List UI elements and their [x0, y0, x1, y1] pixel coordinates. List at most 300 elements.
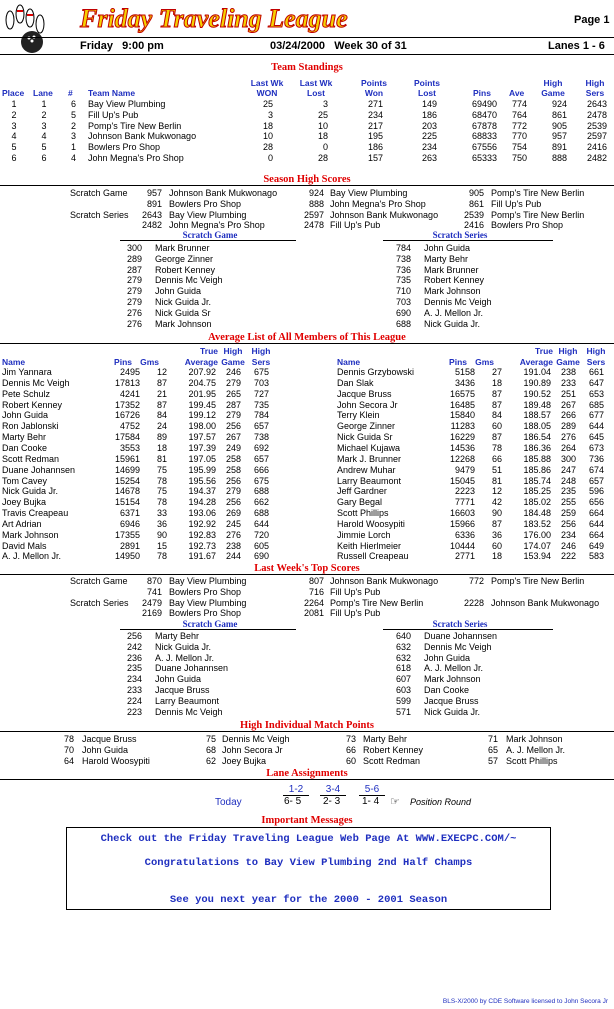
table-cell: 2539 — [586, 120, 607, 131]
bowler-name: Scott Redman — [2, 453, 60, 464]
table-cell: 770 — [511, 131, 527, 142]
column-header: True — [200, 346, 218, 356]
team-name: Johnson Bank Mukwonago — [491, 597, 600, 608]
team-name: Bowlers Pro Shop — [88, 142, 161, 153]
table-cell: 197.05 — [188, 453, 216, 464]
table-cell: 657 — [253, 421, 269, 432]
table-cell: 224 — [126, 695, 142, 706]
column-header: Gms — [140, 357, 159, 367]
table-cell: 9479 — [454, 464, 475, 475]
bowler-name: Larry Beaumont — [155, 695, 220, 706]
table-cell: 87 — [491, 388, 502, 399]
table-cell: 153.94 — [523, 551, 551, 562]
table-cell: 2482 — [586, 153, 607, 163]
score-label: Scratch Series — [70, 209, 129, 220]
score-label: Scratch Game — [70, 576, 128, 586]
table-cell: 2 — [11, 109, 17, 120]
table-cell: 675 — [253, 367, 269, 377]
table-cell: 246 — [225, 367, 241, 377]
table-cell: 185.88 — [523, 453, 551, 464]
bowler-name: Mark Johnson — [424, 674, 481, 685]
table-cell: 248 — [560, 475, 576, 486]
table-cell: 3 — [70, 131, 76, 142]
table-cell: 33 — [156, 508, 167, 519]
table-cell: 233 — [560, 377, 576, 388]
team-name: Johnson Bank Mukwonago — [330, 576, 439, 586]
table-cell: 647 — [588, 377, 604, 388]
column-header: Sers — [251, 357, 271, 367]
bowler-name: Duane Johannsen — [424, 631, 498, 641]
bowler-name: Dennis Mc Veigh — [222, 734, 290, 744]
table-cell: 234 — [126, 674, 142, 685]
table-cell: 6 — [41, 153, 47, 163]
team-name: Pomp's Tire New Berlin — [330, 597, 424, 608]
table-cell: 57 — [487, 755, 498, 766]
bowler-name: Joey Bujka — [222, 755, 267, 766]
table-cell: 204.75 — [188, 377, 216, 388]
table-cell: 738 — [395, 253, 411, 264]
table-cell: 73 — [345, 734, 356, 744]
team-name: Bay View Plumbing — [169, 209, 247, 220]
column-header: Game — [556, 357, 580, 367]
table-cell: 245 — [225, 518, 241, 529]
table-cell: 89 — [156, 432, 167, 443]
table-cell: 861 — [468, 198, 484, 209]
bowler-name: Nick Guida Jr. — [2, 486, 59, 497]
table-cell: 2643 — [141, 209, 162, 220]
table-cell: 675 — [253, 475, 269, 486]
column-header: Name — [2, 357, 26, 367]
bowler-name: Robert Kenney — [2, 399, 63, 410]
table-cell: 17355 — [114, 529, 140, 540]
table-cell: 222 — [560, 551, 576, 562]
table-cell: 186.54 — [523, 432, 551, 443]
table-cell: 3 — [41, 120, 47, 131]
table-cell: 957 — [146, 188, 162, 198]
table-cell: 217 — [367, 120, 383, 131]
table-cell: 195.56 — [188, 475, 216, 486]
table-cell: 191.67 — [188, 551, 216, 562]
table-cell: 279 — [126, 297, 142, 307]
lane-assignments-title: Lane Assignments — [266, 768, 348, 779]
table-cell: 596 — [588, 486, 604, 497]
bowler-name: Dan Slak — [337, 377, 374, 388]
last-week-series-subtitle: Scratch Series — [432, 619, 488, 629]
table-cell: 191.04 — [523, 367, 551, 377]
table-cell: 784 — [395, 243, 411, 253]
column-header: High — [223, 346, 243, 356]
lane-assignments-table — [0, 784, 614, 810]
column-header: Game — [221, 357, 245, 367]
bowler-name: A. J. Mellon Jr. — [2, 551, 62, 562]
table-cell: 259 — [560, 508, 576, 519]
table-cell: 256 — [126, 631, 142, 641]
table-cell: 276 — [560, 432, 576, 443]
team-name: Fill Up's Pub — [330, 220, 381, 231]
table-cell: 750 — [511, 153, 527, 163]
bowler-name: Ron Jablonski — [2, 421, 59, 432]
table-cell: 605 — [253, 540, 269, 551]
bowler-name: Robert Kenney — [155, 264, 216, 275]
table-cell: 78 — [491, 442, 502, 453]
table-cell: 62 — [205, 755, 216, 766]
table-cell: 235 — [126, 663, 142, 674]
table-cell: 632 — [395, 641, 411, 652]
table-cell: 16575 — [449, 388, 475, 399]
season-high-title: Season High Scores — [263, 174, 351, 185]
table-cell: 603 — [395, 685, 411, 695]
team-name: John Megna's Pro Shop — [330, 198, 426, 209]
table-cell: 203 — [421, 120, 437, 131]
table-cell: 276 — [126, 318, 142, 329]
table-cell: 2495 — [119, 367, 140, 377]
table-cell: 60 — [345, 755, 356, 766]
table-cell: 774 — [511, 99, 527, 109]
bowler-name: Mark Johnson — [506, 734, 563, 744]
table-cell: 703 — [253, 377, 269, 388]
table-cell: 15840 — [449, 410, 475, 421]
table-cell: 84 — [156, 410, 167, 421]
bowler-name: Dennis Grzybowski — [337, 367, 415, 377]
bowler-name: Mark Johnson — [155, 318, 212, 329]
table-cell: 1 — [70, 142, 76, 153]
table-cell: 924 — [551, 99, 567, 109]
table-cell: 674 — [588, 464, 604, 475]
table-cell: 15154 — [114, 497, 140, 508]
table-cell: 18 — [491, 551, 502, 562]
bowler-name: John Secora Jr — [337, 399, 398, 410]
position-round-note: Position Round — [410, 797, 472, 807]
table-cell: 60 — [491, 540, 502, 551]
day-time: Friday 9:00 pm — [80, 40, 164, 52]
table-cell: 87 — [491, 399, 502, 410]
table-cell: 28 — [262, 142, 273, 153]
table-cell: 185.86 — [523, 464, 551, 475]
lane-header: 3-4 — [325, 784, 341, 795]
team-name: Pomp's Tire New Berlin — [491, 209, 585, 220]
team-name: Johnson Bank Mukwonago — [169, 188, 278, 198]
table-cell: 234 — [367, 109, 383, 120]
bowler-name: John Guida — [424, 243, 471, 253]
table-cell: 4 — [41, 131, 47, 142]
table-cell: 2479 — [141, 597, 162, 608]
bowler-name: Dennis Mc Veigh — [155, 275, 223, 286]
table-cell: 2 — [70, 120, 76, 131]
column-header: Average — [519, 357, 553, 367]
table-cell: 2 — [41, 109, 47, 120]
bowler-name: Michael Kujawa — [337, 442, 401, 453]
table-cell: 276 — [126, 307, 142, 318]
table-cell: 957 — [551, 131, 567, 142]
table-cell: 17584 — [114, 432, 140, 443]
bowler-name: George Zinner — [155, 253, 214, 264]
bowler-name: John Guida — [424, 652, 471, 663]
table-cell: 255 — [560, 497, 576, 508]
table-cell: 657 — [253, 453, 269, 464]
table-cell: 236 — [126, 652, 142, 663]
table-cell: 192.73 — [188, 540, 216, 551]
bowler-name: Nick Guida Sr — [337, 432, 393, 443]
table-cell: 1 — [41, 99, 47, 109]
team-name: Bay View Plumbing — [88, 99, 166, 109]
table-cell: 300 — [560, 453, 576, 464]
table-cell: 18 — [262, 120, 273, 131]
table-cell: 18 — [156, 442, 167, 453]
table-cell: 14536 — [449, 442, 475, 453]
table-cell: 81 — [491, 475, 502, 486]
table-cell: 75 — [156, 464, 167, 475]
table-cell: 4 — [70, 153, 76, 163]
bowler-name: Duane Johannsen — [2, 464, 76, 475]
table-cell: 662 — [253, 497, 269, 508]
table-cell: 266 — [560, 410, 576, 421]
table-cell: 656 — [588, 497, 604, 508]
table-cell: 66 — [491, 453, 502, 464]
table-cell: 736 — [588, 453, 604, 464]
bowler-name: Keith Hierlmeier — [337, 540, 402, 551]
table-cell: 42 — [491, 497, 502, 508]
table-cell: 15961 — [114, 453, 140, 464]
bowler-name: Larry Beaumont — [337, 475, 402, 486]
table-cell: 186 — [421, 109, 437, 120]
table-cell: 249 — [225, 442, 241, 453]
team-name: Bowlers Pro Shop — [169, 198, 242, 209]
team-name: Bay View Plumbing — [169, 597, 247, 608]
table-cell: 653 — [588, 388, 604, 399]
table-cell: 51 — [491, 464, 502, 475]
table-cell: 764 — [511, 109, 527, 120]
table-cell: 4 — [11, 131, 17, 142]
bowler-name: Marty Behr — [155, 631, 200, 641]
table-cell: 65 — [487, 744, 498, 755]
bowler-name: Harold Woosypiti — [82, 755, 150, 766]
table-cell: 6336 — [454, 529, 475, 540]
table-cell: 10 — [262, 131, 273, 142]
bowler-name: Dennis Mc Veigh — [2, 377, 70, 388]
table-cell: 2264 — [303, 597, 324, 608]
table-cell: 710 — [395, 286, 411, 297]
table-cell: 24 — [156, 421, 167, 432]
table-cell: 195 — [367, 131, 383, 142]
team-name: Bay View Plumbing — [330, 188, 408, 198]
team-name: Pomp's Tire New Berlin — [88, 120, 182, 131]
column-header: Pins — [449, 357, 467, 367]
table-cell: 3553 — [119, 442, 140, 453]
table-cell: 583 — [588, 551, 604, 562]
table-cell: 664 — [588, 529, 604, 540]
table-cell: 69490 — [471, 99, 497, 109]
team-name: John Megna's Pro Shop — [169, 220, 265, 231]
table-cell: 68833 — [471, 131, 497, 142]
table-cell: 690 — [395, 307, 411, 318]
table-cell: 2478 — [303, 220, 324, 231]
table-cell: 256 — [560, 518, 576, 529]
league-title: Friday Traveling League — [80, 4, 348, 33]
table-cell: 12 — [491, 486, 502, 497]
table-cell: 5 — [11, 142, 17, 153]
table-cell: 784 — [253, 410, 269, 421]
table-cell: 225 — [421, 131, 437, 142]
table-cell: 192.83 — [188, 529, 216, 540]
table-cell: 5 — [70, 109, 76, 120]
table-cell: 279 — [225, 486, 241, 497]
team-standings-header: Place Lane # Team Name Last Wk WON Last Wk Lost Points Won Points Lost Pins Ave High Game High Sers — [2, 78, 605, 98]
table-cell: 924 — [308, 188, 324, 198]
table-cell: 15045 — [449, 475, 475, 486]
table-cell: 223 — [126, 706, 142, 717]
table-cell: 14699 — [114, 464, 140, 475]
table-cell: 199.45 — [188, 399, 216, 410]
table-cell: 71 — [487, 734, 498, 744]
table-cell: 661 — [588, 367, 604, 377]
bowling-pins-logo — [2, 2, 52, 56]
table-cell: 754 — [511, 142, 527, 153]
table-cell: 16485 — [449, 399, 475, 410]
bowler-name: Nick Guida Jr. — [155, 297, 212, 307]
column-header: Pins — [114, 357, 132, 367]
team-name: Johnson Bank Mukwonago — [88, 131, 197, 142]
column-header: High — [586, 346, 606, 356]
table-cell: 644 — [588, 518, 604, 529]
table-cell: 16603 — [449, 508, 475, 519]
table-cell: 2081 — [303, 608, 324, 619]
lane-pair: 2- 3 — [323, 796, 341, 807]
bowler-name: Marty Behr — [2, 432, 47, 443]
table-cell: 14950 — [114, 551, 140, 562]
team-name: Pomp's Tire New Berlin — [491, 576, 585, 586]
bowler-name: Mark Johnson — [424, 286, 481, 297]
table-cell: 12268 — [449, 453, 475, 464]
table-cell: 673 — [588, 442, 604, 453]
table-cell: 267 — [560, 399, 576, 410]
table-cell: 279 — [225, 377, 241, 388]
table-cell: 17352 — [114, 399, 140, 410]
bowler-name: David Mals — [2, 540, 47, 551]
table-cell: 78 — [63, 734, 74, 744]
bowler-name: Marty Behr — [363, 734, 408, 744]
column-header: Sers — [586, 357, 606, 367]
lane-pair: 1- 4 — [362, 796, 380, 807]
table-cell: 68 — [205, 744, 216, 755]
bowler-name: Russell Creapeau — [337, 551, 409, 562]
bowler-name: Dennis Mc Veigh — [424, 641, 492, 652]
table-cell: 300 — [126, 243, 142, 253]
table-cell: 199.12 — [188, 410, 216, 421]
table-cell: 90 — [491, 508, 502, 519]
table-cell: 84 — [491, 410, 502, 421]
bowler-name: Harold Woosypiti — [337, 518, 405, 529]
table-cell: 75 — [205, 734, 216, 744]
table-cell: 25 — [262, 99, 273, 109]
table-cell: 256 — [225, 421, 241, 432]
table-cell: 657 — [588, 475, 604, 486]
table-cell: 279 — [126, 286, 142, 297]
message-line: Check out the Friday Traveling League Web Page At WWW.EXECPC.COM/~ — [100, 833, 517, 845]
last-week-game-subtitle: Scratch Game — [182, 619, 238, 629]
table-cell: 60 — [491, 421, 502, 432]
table-cell: 188.57 — [523, 410, 551, 421]
table-cell: 87 — [156, 377, 167, 388]
table-cell: 11283 — [450, 421, 475, 432]
footer-credit: BLS-X/2000 by CDE Software licensed to John Secora Jr — [442, 998, 608, 1005]
bowler-name: Robert Kenney — [363, 744, 424, 755]
table-cell: 6946 — [119, 518, 140, 529]
message-line: See you next year for the 2000 - 2001 Season — [169, 894, 448, 906]
table-cell: 238 — [225, 540, 241, 551]
table-cell: 571 — [395, 706, 411, 717]
table-cell: 183.52 — [523, 518, 551, 529]
bowler-name: A. J. Mellon Jr. — [424, 307, 484, 318]
table-cell: 870 — [146, 576, 162, 586]
bowler-name: Art Adrian — [2, 518, 42, 529]
bowler-name: Jacque Bruss — [155, 685, 210, 695]
table-cell: 188.05 — [523, 421, 551, 432]
bowler-name: Dan Cooke — [2, 442, 48, 453]
table-cell: 276 — [225, 529, 241, 540]
bowler-name: John Secora Jr — [222, 744, 283, 755]
table-cell: 688 — [395, 318, 411, 329]
table-cell: 289 — [560, 421, 576, 432]
table-cell: 78 — [156, 497, 167, 508]
table-cell: 741 — [146, 586, 162, 597]
table-cell: 238 — [560, 367, 576, 377]
table-cell: 2643 — [586, 99, 607, 109]
column-header: Name — [337, 357, 361, 367]
table-cell: 87 — [156, 399, 167, 410]
match-points-title: High Individual Match Points — [240, 720, 374, 731]
bowler-name: Mark Johnson — [2, 529, 59, 540]
table-cell: 186.36 — [523, 442, 551, 453]
table-cell: 193.06 — [188, 508, 216, 519]
table-cell: 207.92 — [188, 367, 216, 377]
bowler-name: Nick Guida Sr — [155, 307, 211, 318]
team-name: Bay View Plumbing — [169, 576, 247, 586]
table-cell: 192.92 — [188, 518, 216, 529]
table-cell: 15254 — [114, 475, 140, 486]
bowler-name: Jim Yannara — [2, 367, 52, 377]
bowler-name: A. J. Mellon Jr. — [506, 744, 566, 755]
column-header: Average — [184, 357, 218, 367]
bowler-name: Nick Guida Jr. — [155, 641, 212, 652]
bowler-name: Travis Creapeau — [2, 508, 69, 519]
table-cell: 888 — [308, 198, 324, 209]
table-cell: 279 — [225, 410, 241, 421]
average-list-header — [0, 346, 614, 368]
message-line: Congratulations to Bay View Plumbing 2nd Half Champs — [144, 857, 473, 869]
table-cell: 0 — [322, 142, 328, 153]
table-cell: 2482 — [141, 220, 162, 231]
table-cell: 645 — [588, 432, 604, 443]
table-cell: 607 — [395, 674, 411, 685]
table-cell: 87 — [491, 518, 502, 529]
date-week: 03/24/2000 Week 30 of 31 — [270, 40, 407, 52]
team-name: Fill Up's Pub — [88, 109, 139, 120]
table-cell: 6371 — [119, 508, 140, 519]
table-cell: 2223 — [454, 486, 475, 497]
bowler-name: John Guida — [155, 286, 202, 297]
table-cell: 677 — [588, 410, 604, 421]
table-cell: 157 — [367, 153, 383, 163]
table-cell: 287 — [126, 264, 142, 275]
average-list-title: Average List of All Members of This League — [208, 332, 406, 343]
bowler-name: Mark Brunner — [424, 264, 479, 275]
table-cell: 28 — [317, 153, 328, 163]
table-cell: 149 — [421, 99, 437, 109]
table-cell: 185.02 — [523, 497, 551, 508]
table-cell: 10444 — [449, 540, 475, 551]
score-label: Scratch Series — [70, 597, 129, 608]
team-name: Fill Up's Pub — [491, 198, 542, 209]
